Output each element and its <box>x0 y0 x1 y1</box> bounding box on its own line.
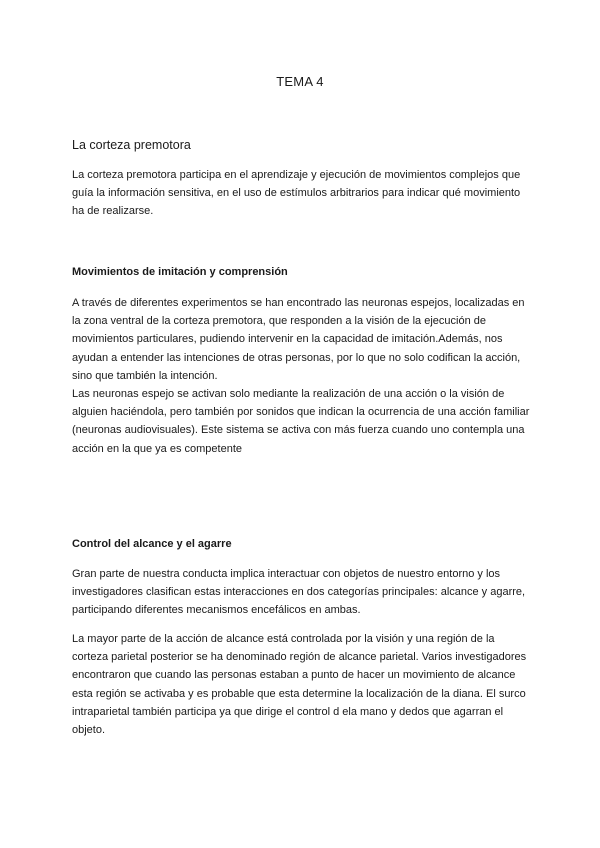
paragraph: Gran parte de nuestra conducta implica interactuar con objetos de nuestro entorno y los investigadores clasifican estas interacciones en dos categorías principales: alcance y agarre, participando diferentes mecanismos encefálicos en ambas. <box>72 568 526 617</box>
section-imitation-body <box>72 294 532 458</box>
intro-text: La corteza premotora participa en el aprendizaje y ejecución de movimientos complejos que guía la información sensitiva, en el uso de estímulos arbitrarios para indicar qué movimiento ha de realizarse. <box>72 169 521 218</box>
paragraph: Las neuronas espejo se activan solo mediante la realización de una acción o la visión de alguien haciéndola, pero también por sonidos que indican la ocurrencia de una acción familiar (neuronas audiovisuales). Este sistema se activa con más fuerza cuando uno contempla una acción en la que ya es competente <box>72 388 530 455</box>
section-heading-reach-grasp: Control del alcance y el agarre <box>72 538 232 550</box>
paragraph: La mayor parte de la acción de alcance está controlada por la visión y una región de la corteza parietal posterior se ha denominado región de alcance parietal. Varios investigadores encontraron que cuando las personas estaban a punto de hacer un movimiento de alcance esta región se activaba y es probable que esta determine la localización de la diana. El surco intraparietal también participa ya que dirige el control d ela mano y dedos que agarran el objeto. <box>72 633 527 737</box>
paragraph: A través de diferentes experimentos se han encontrado las neuronas espejos, localizadas en la zona ventral de la corteza premotora, que responden a la visión de la ejecución de movimientos particulares, pudiendo intervenir en la capacidad de imitación.Además, nos ayudan a entender las intenciones de otras personas, por lo que no solo codifican la acción, sino que también la intención. <box>72 297 525 382</box>
document-subtitle: La corteza premotora <box>72 138 191 152</box>
section-reach-grasp-body-1 <box>72 565 532 620</box>
intro-paragraph <box>72 166 532 221</box>
section-reach-grasp-body-2 <box>72 630 532 739</box>
document-title: TEMA 4 <box>276 74 324 89</box>
section-heading-imitation: Movimientos de imitación y comprensión <box>72 266 288 278</box>
